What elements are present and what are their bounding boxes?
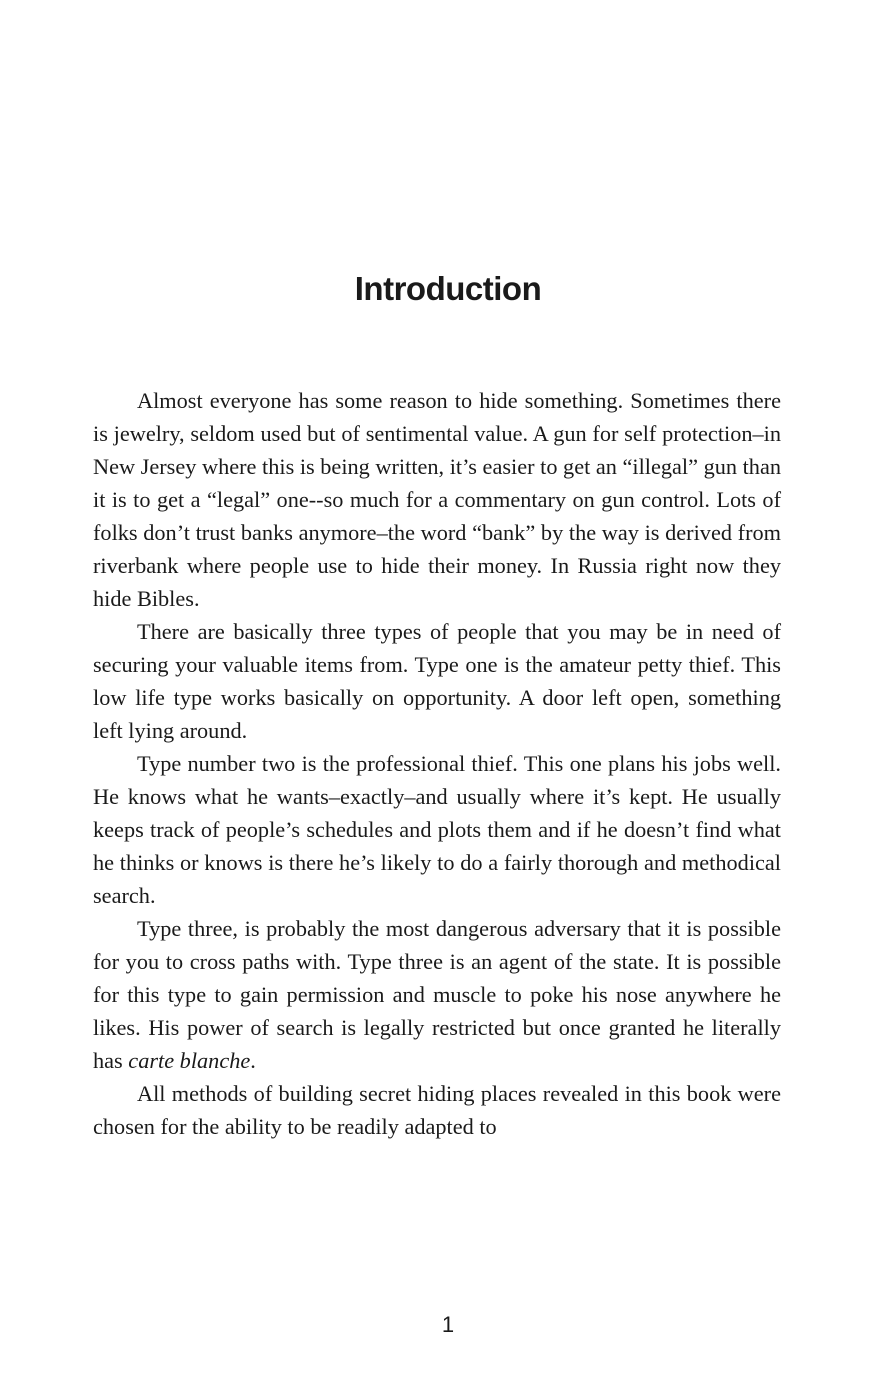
- paragraph-4-text: Type three, is probably the most dangerous adversary that it is possible for you to cross paths with. Type three is an agent of the state. It is possible for this type to gain permission and muscle to poke his nose anywhere he likes. His power of search is legally restricted but once granted he literally has: [93, 916, 781, 1073]
- italic-phrase: carte blanche: [128, 1048, 251, 1073]
- paragraph-3: Type number two is the professional thief. This one plans his jobs well. He knows what he wants–exactly–and usually where it’s kept. He usually keeps track of people’s schedules and plots them and if he doesn’t find what he thinks or knows is there he’s likely to do a fairly thorough and methodical search.: [93, 751, 781, 908]
- paragraph-5: All methods of building secret hiding places revealed in this book were chosen for the ability to be readily adapted to: [93, 1081, 781, 1139]
- page-title: Introduction: [354, 270, 542, 307]
- paragraph-1: Almost everyone has some reason to hide something. Sometimes there is jewelry, seldom used but of sentimental value. A gun for self protection–in New Jersey where this is being written, it’s easier to get an “illegal” gun than it is to get a “legal” one--so much for a commentary on gun control. Lots of folks don’t trust banks anymore–the word “bank” by the way is derived from riverbank where people use to hide their money. In Russia right now they hide Bibles.: [93, 388, 781, 611]
- paragraph-4-end: .: [250, 1048, 256, 1073]
- page-number: 1: [441, 1312, 455, 1337]
- paragraph-2: There are basically three types of people that you may be in need of securing your valuable items from. Type one is the amateur petty thief. This low life type works basically on opportunity. A door left open, something left lying around.: [93, 619, 781, 743]
- paragraph-4: [93, 912, 781, 1077]
- body-text: [93, 384, 781, 1143]
